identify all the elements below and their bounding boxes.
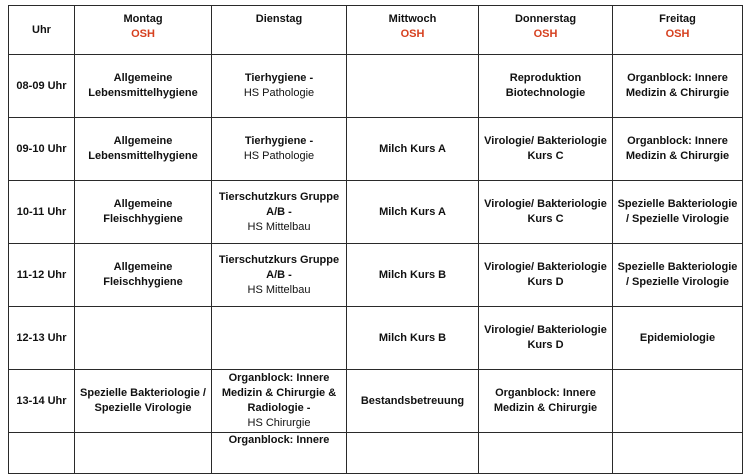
day-header-friday [613,6,743,55]
time-column-header: Uhr [9,6,75,55]
day-header-wednesday [347,6,479,55]
day-name: Mittwoch [388,13,437,25]
course-title: Tierhygiene - [244,135,314,147]
time-slot-row [9,433,743,474]
schedule-table [8,5,743,474]
schedule-cell-thursday [479,433,613,474]
schedule-cell-friday [613,307,743,370]
schedule-cell-wednesday [347,244,479,307]
schedule-cell-monday [75,370,212,433]
schedule-cell-tuesday [212,244,347,307]
schedule-cell-wednesday [347,118,479,181]
schedule-cell-monday [75,244,212,307]
schedule-cell-wednesday [347,55,479,118]
time-slot-label: 09-10 Uhr [9,118,75,181]
course-title: Tierhygiene - [244,72,314,84]
day-tag: OSH [533,28,558,40]
schedule-cell-thursday [479,244,613,307]
schedule-cell-friday [613,55,743,118]
course-title: Spezielle Bakteriologie / Spezielle Virologie [80,387,206,414]
course-title: Milch Kurs B [378,331,447,344]
course-title: Bestandsbetreuung [360,394,465,407]
day-header-monday [75,6,212,55]
time-slot-label: 11-12 Uhr [9,244,75,307]
schedule-cell-monday [75,181,212,244]
header-row [9,6,743,55]
course-title: Spezielle Bakteriologie / Spezielle Virologie [617,261,738,288]
course-location: HS Mittelbau [247,220,311,233]
time-slot-label: 08-09 Uhr [9,55,75,118]
schedule-cell-wednesday [347,370,479,433]
schedule-cell-tuesday [212,370,347,433]
course-title: Virologie/ Bakteriologie Kurs C [484,135,607,162]
schedule-cell-tuesday [212,181,347,244]
day-tag: OSH [400,28,425,40]
course-title: Organblock: Innere Medizin & Chirurgie & Radiologie - [221,372,337,414]
schedule-cell-friday [613,433,743,474]
schedule-cell-thursday [479,55,613,118]
course-location: HS Pathologie [243,150,315,162]
course-title: Virologie/ Bakteriologie Kurs D [484,324,607,351]
course-title: Epidemiologie [639,331,716,344]
time-slot-label: 10-11 Uhr [9,181,75,244]
course-title: Organblock: Innere Medizin & Chirurgie [625,135,730,162]
course-title: Allgemeine Lebensmittelhygiene [88,72,198,99]
schedule-cell-monday [75,307,212,370]
course-title: Organblock: Innere Medizin & Chirurgie [625,72,730,99]
time-slot-label: 12-13 Uhr [9,307,75,370]
schedule-cell-tuesday [212,55,347,118]
schedule-cell-monday [75,433,212,474]
course-title: Virologie/ Bakteriologie Kurs C [484,198,607,225]
day-name: Montag [123,13,163,25]
day-tag: OSH [131,28,155,40]
schedule-cell-thursday [479,307,613,370]
schedule-cell-friday [613,244,743,307]
day-header-tuesday [212,6,347,55]
schedule-cell-thursday [479,370,613,433]
time-slot-label: 13-14 Uhr [9,370,75,433]
time-slot-row [9,244,743,307]
schedule-cell-thursday [479,181,613,244]
course-title: Spezielle Bakteriologie / Spezielle Virologie [617,198,738,225]
time-slot-row [9,307,743,370]
schedule-cell-wednesday [347,307,479,370]
day-name: Dienstag [255,13,303,25]
schedule-cell-thursday [479,118,613,181]
schedule-cell-monday [75,55,212,118]
course-title: Reproduktion Biotechnologie [505,72,586,99]
course-title: Milch Kurs A [379,205,446,218]
schedule-cell-friday [613,370,743,433]
time-slot-row [9,181,743,244]
course-location: HS Mittelbau [247,283,311,296]
course-title: Milch Kurs A [379,142,446,155]
time-slot-row [9,370,743,433]
course-location: HS Chirurgie [247,417,311,429]
course-title: Tierschutzkurs Gruppe A/B - [218,190,340,218]
schedule-cell-wednesday [347,433,479,474]
schedule-cell-friday [613,118,743,181]
schedule-cell-tuesday [212,307,347,370]
course-title: Organblock: Innere Medizin & Chirurgie [493,387,598,414]
schedule-cell-friday [613,181,743,244]
time-slot-row [9,55,743,118]
schedule-cell-tuesday [212,433,347,474]
course-title: Allgemeine Lebensmittelhygiene [88,135,198,162]
day-name: Donnerstag [514,13,577,25]
schedule-cell-monday [75,118,212,181]
course-title: Tierschutzkurs Gruppe A/B - [218,253,340,281]
course-location: HS Pathologie [243,87,315,99]
schedule-cell-tuesday [212,118,347,181]
course-title: Allgemeine Fleischhygiene [103,198,183,225]
course-title: Allgemeine Fleischhygiene [103,261,183,288]
schedule-body [9,55,743,474]
time-slot-label [9,433,75,474]
day-tag: OSH [665,28,690,40]
course-title: Organblock: Innere [228,434,330,446]
day-name: Freitag [659,13,696,25]
day-header-thursday [479,6,613,55]
schedule-cell-wednesday [347,181,479,244]
course-title: Milch Kurs B [378,268,447,281]
time-slot-row [9,118,743,181]
course-title: Virologie/ Bakteriologie Kurs D [484,261,607,288]
